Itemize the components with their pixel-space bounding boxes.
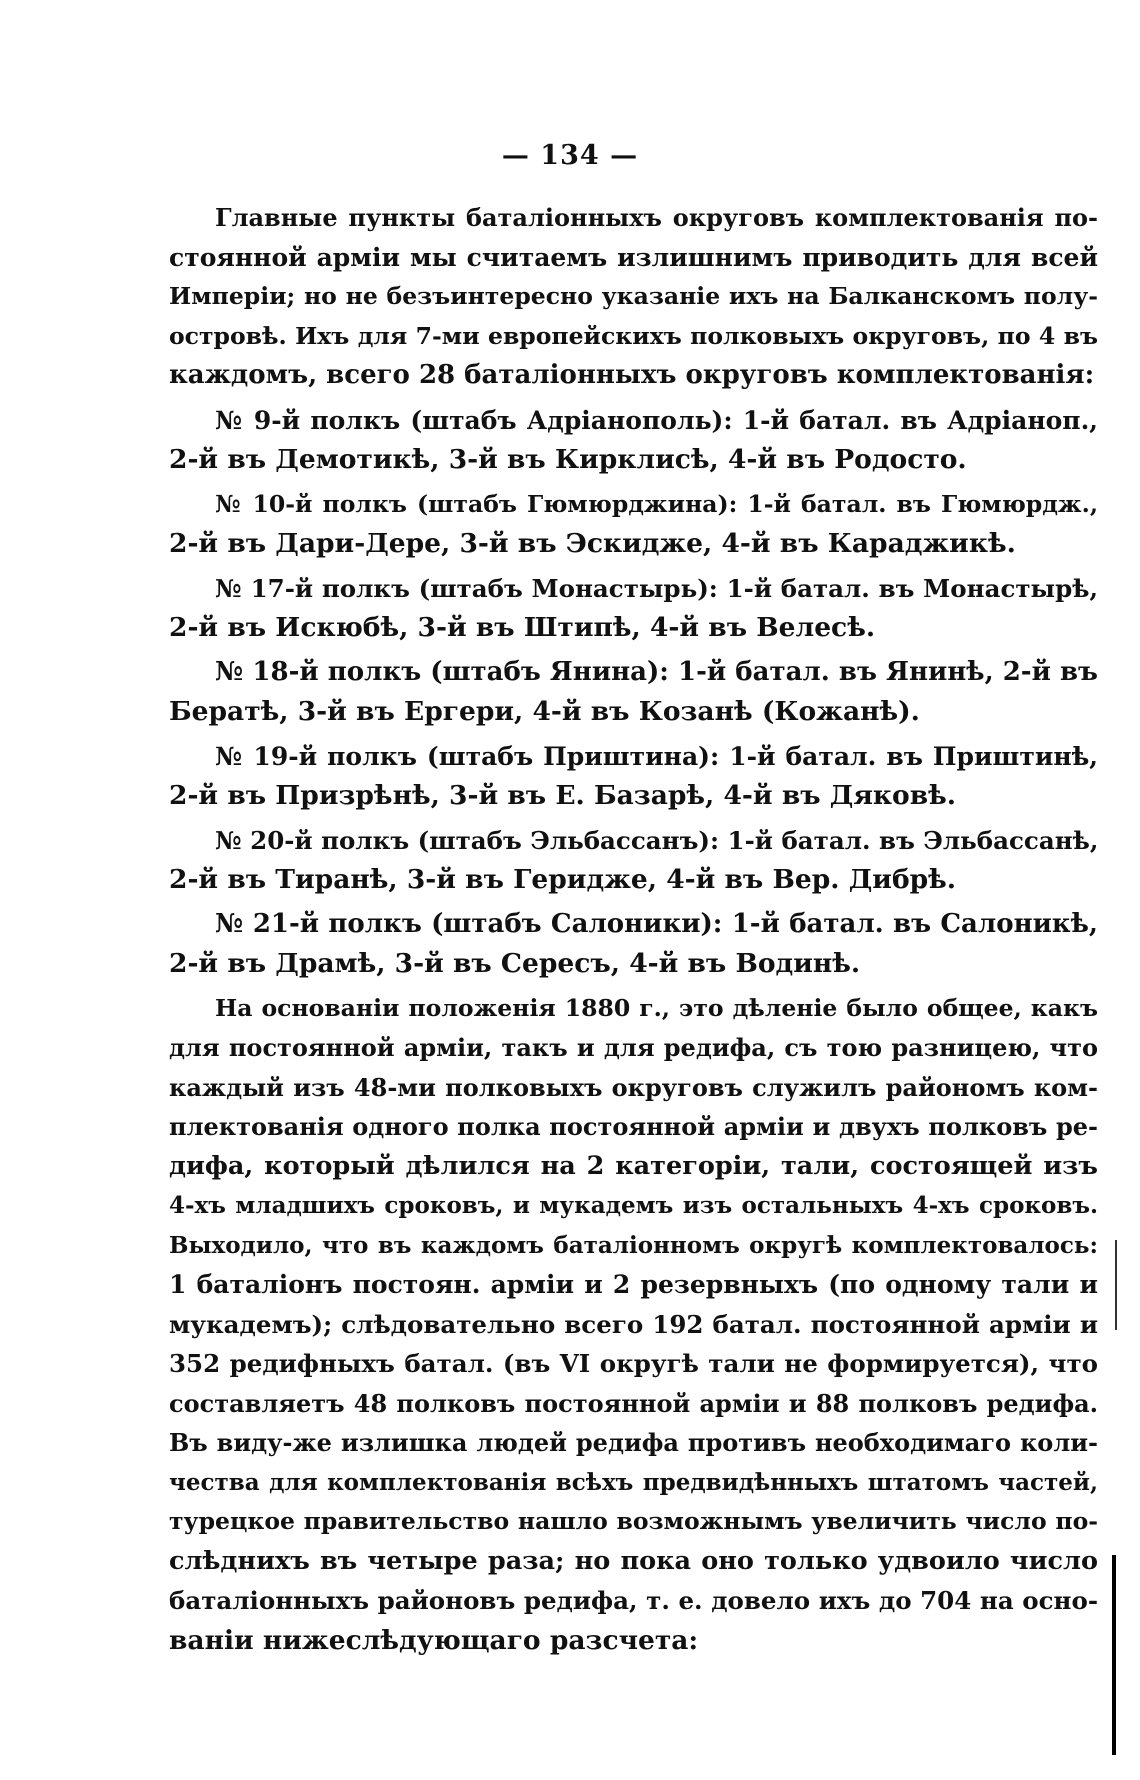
text-line: каждомъ, всего 28 баталіонныхъ округовъ комплектованія:	[169, 360, 1095, 390]
text-line: дифа, который дѣлился на 2 категоріи, тали, состоящей изъ	[169, 1150, 1098, 1181]
text-line: 1 баталіонъ постоян. арміи и 2 резервныхъ (по одному тали и	[169, 1270, 1098, 1299]
text-line: № 17-й полкъ (штабъ Монастырь): 1-й батал. въ Монастырѣ,	[215, 573, 1098, 603]
text-line: 2-й въ Призрѣнѣ, 3-й въ Е. Базарѣ, 4-й въ Дяковѣ.	[169, 780, 957, 811]
text-line: № 18-й полкъ (штабъ Янина): 1-й батал. въ Янинѣ, 2-й въ	[215, 656, 1098, 687]
text-line: № 10-й полкъ (штабъ Гюмюрджина): 1-й батал. въ Гюмюрдж.,	[215, 489, 1098, 518]
text-line: Выходило, что въ каждомъ баталіонномъ округѣ комплектовалось:	[169, 1231, 1098, 1259]
page-number: — 134 —	[501, 140, 639, 171]
text-line: плектованія одного полка постоянной арміи и двухъ полковъ ре-	[169, 1112, 1098, 1141]
text-line: составляетъ 48 полковъ постоянной арміи и 88 полковъ редифа.	[169, 1388, 1098, 1418]
text-line: 2-й въ Демотикѣ, 3-й въ Кирклисѣ, 4-й въ Родосто.	[169, 444, 967, 475]
text-line: Имперіи; но не безъинтересно указаніе ихъ на Балканскомъ полу-	[169, 282, 1098, 310]
text-line: № 20-й полкъ (штабъ Эльбассанъ): 1-й батал. въ Эльбассанѣ,	[215, 825, 1098, 855]
text-line: 2-й въ Искюбѣ, 3-й въ Штипѣ, 4-й въ Велесѣ.	[169, 612, 876, 643]
text-line: 352 редифныхъ батал. (въ VI округѣ тали не формируется), что	[169, 1349, 1098, 1378]
paragraph	[169, 821, 1098, 900]
text-line: 2-й въ Драмѣ, 3-й въ Сересъ, 4-й въ Водинѣ.	[169, 948, 861, 979]
text-line: для постоянной арміи, такъ и для редифа, съ тою разницею, что	[169, 1033, 1098, 1062]
paragraph	[169, 569, 1098, 648]
text-line: ваніи нижеслѣдующаго разсчета:	[169, 1624, 699, 1656]
text-line: баталіонныхъ районовъ редифа, т. е. довело ихъ до 704 на осно-	[169, 1586, 1098, 1615]
text-line: Въ виду-же излишка людей редифа противъ необходимаго коли-	[169, 1428, 1098, 1457]
text-line: мукадемъ); слѣдовательно всего 192 батал. постоянной арміи и	[169, 1309, 1098, 1339]
text-line: 2-й въ Тиранѣ, 3-й въ Геридже, 4-й въ Вер. Дибрѣ.	[169, 864, 957, 895]
body-text	[169, 198, 1098, 1660]
text-line: островѣ. Ихъ для 7-ми европейскихъ полковыхъ округовъ, по 4 въ	[169, 321, 1098, 350]
text-line: слѣднихъ въ четыре раза; но пока оно только удвоило число	[169, 1545, 1098, 1576]
scan-edge-mark	[1115, 1240, 1117, 1330]
text-line: каждый изъ 48-ми полковыхъ округовъ служилъ райономъ ком-	[169, 1072, 1098, 1102]
text-line: Главные пункты баталіонныхъ округовъ комплектованія по-	[215, 203, 1098, 232]
text-line: На основаніи положенія 1880 г., это дѣленіе было общее, какъ	[215, 993, 1098, 1022]
paragraph	[169, 401, 1098, 480]
text-line: турецкое правительство нашло возможнымъ увеличить число по-	[169, 1507, 1098, 1535]
scan-edge-bar	[1112, 1555, 1116, 1755]
paragraph	[169, 198, 1098, 396]
paragraph	[169, 737, 1098, 816]
text-line: № 19-й полкъ (штабъ Приштина): 1-й батал. въ Приштинѣ,	[215, 741, 1098, 771]
text-line: № 21-й полкъ (штабъ Салоники): 1-й батал. въ Салоникѣ,	[215, 908, 1098, 939]
text-line: Бератѣ, 3-й въ Ергери, 4-й въ Козанѣ (Кожанѣ).	[169, 696, 920, 727]
text-line: стоянной арміи мы считаемъ излишнимъ приводить для всей	[169, 242, 1098, 272]
text-line: № 9-й полкъ (штабъ Адріанополь): 1-й батал. въ Адріаноп.,	[215, 405, 1098, 435]
paragraph	[169, 989, 1098, 1661]
text-line: 4-хъ младшихъ сроковъ, и мукадемъ изъ остальныхъ 4-хъ сроковъ.	[169, 1192, 1098, 1219]
paragraph	[169, 905, 1098, 984]
text-line: 2-й въ Дари-Дере, 3-й въ Эскидже, 4-й въ Караджикѣ.	[169, 528, 1016, 559]
text-line: чества для комплектованія всѣхъ предвидѣнныхъ штатомъ частей,	[169, 1468, 1098, 1496]
paragraph	[169, 485, 1098, 564]
paragraph	[169, 653, 1098, 732]
